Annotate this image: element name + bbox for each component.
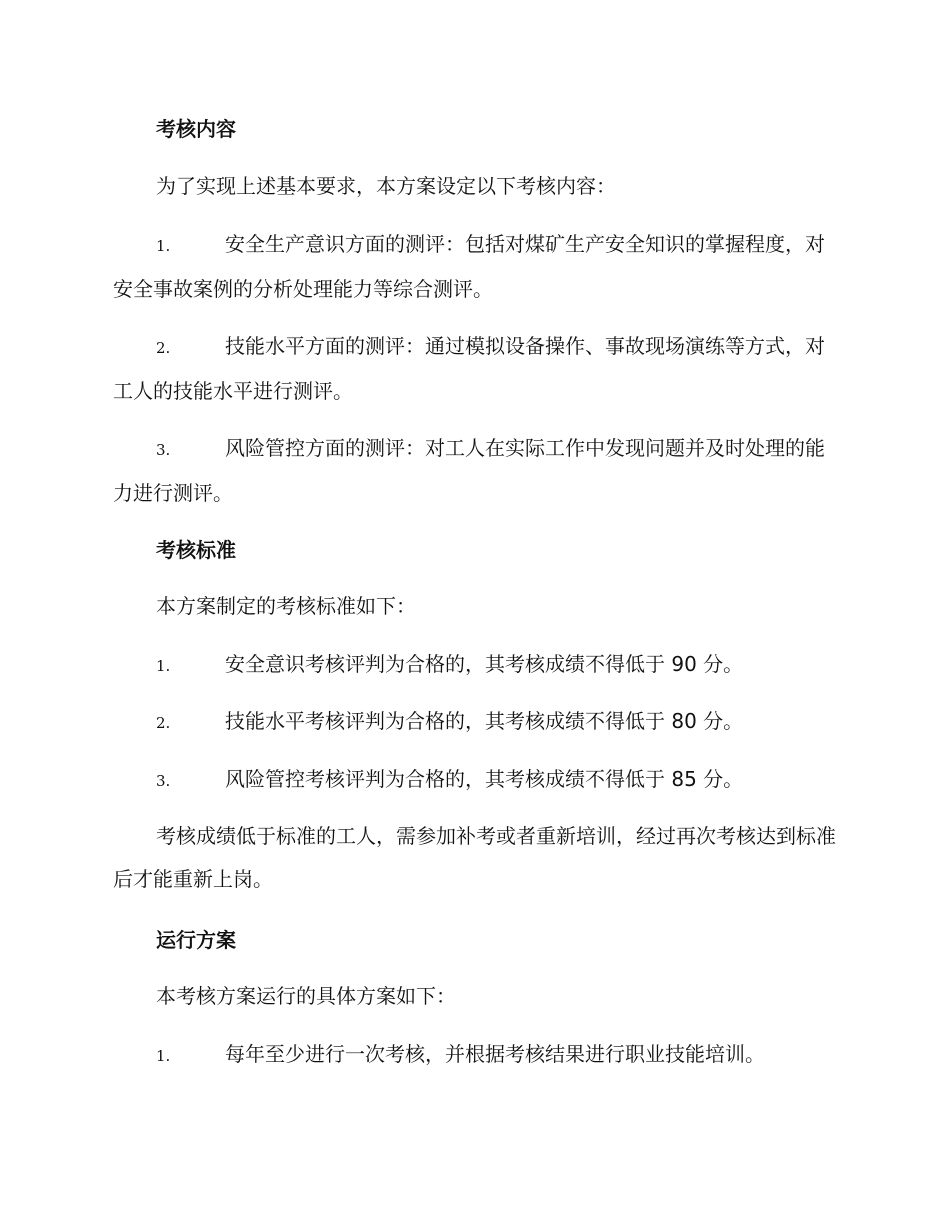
list-item-number: 3. [156, 441, 171, 459]
list-item-text: 技能水平考核评判为合格的，其考核成绩不得低于 80 分。 [225, 709, 744, 733]
list-item-number: 1. [156, 1047, 171, 1065]
list-item-text: 安全生产意识方面的测评：包括对煤矿生产安全知识的掌握程度，对安全事故案例的分析处理能力等综合测评。 [113, 232, 825, 301]
list-item-number: 2. [156, 339, 171, 357]
section-heading-assessment-content: 考核内容 [156, 117, 236, 141]
list-item-text: 风险管控方面的测评：对工人在实际工作中发现问题并及时处理的能力进行测评。 [113, 436, 825, 505]
list-item-number: 1. [156, 657, 171, 675]
list-item-number: 3. [156, 772, 171, 790]
section-intro-operation-plan: 本考核方案运行的具体方案如下： [156, 984, 456, 1008]
list-item [113, 223, 838, 311]
section-heading-assessment-standard: 考核标准 [156, 538, 236, 562]
list-item-text: 技能水平方面的测评：通过模拟设备操作、事故现场演练等方式，对工人的技能水平进行测评。 [113, 334, 825, 403]
section-intro-assessment-content: 为了实现上述基本要求，本方案设定以下考核内容： [156, 174, 616, 198]
section-intro-assessment-standard: 本方案制定的考核标准如下： [156, 594, 416, 618]
list-item [113, 325, 838, 413]
list-item [113, 700, 838, 745]
section-closing-assessment-standard: 考核成绩低于标准的工人，需参加补考或者重新培训，经过再次考核达到标准后才能重新上岗。 [113, 824, 836, 891]
list-item-number: 1. [156, 237, 171, 255]
list-item-text: 每年至少进行一次考核，并根据考核结果进行职业技能培训。 [225, 1042, 765, 1066]
list-item-text: 风险管控考核评判为合格的，其考核成绩不得低于 85 分。 [225, 767, 744, 791]
section-heading-operation-plan: 运行方案 [156, 928, 236, 952]
list-item [113, 758, 838, 803]
list-item [113, 643, 838, 688]
list-item-text: 安全意识考核评判为合格的，其考核成绩不得低于 90 分。 [225, 652, 744, 676]
list-item [113, 1033, 838, 1078]
list-item-number: 2. [156, 714, 171, 732]
list-item [113, 427, 838, 515]
